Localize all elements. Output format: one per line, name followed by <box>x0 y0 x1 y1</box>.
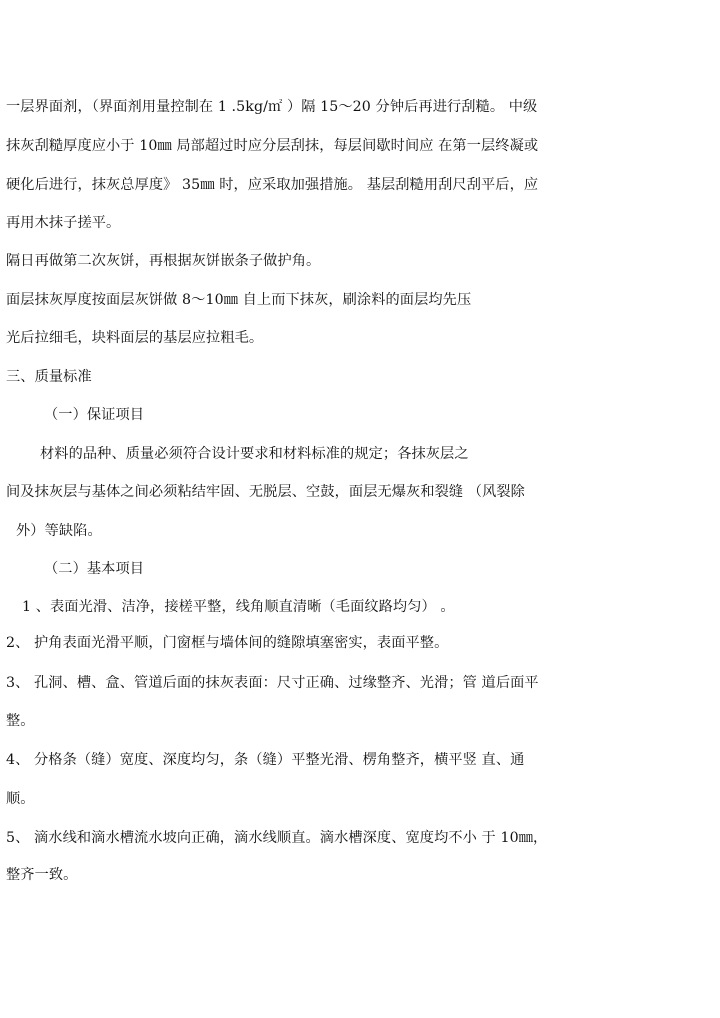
list-item-continuation: 整齐一致。 <box>6 867 78 883</box>
paragraph-line: 光后拉细毛，块料面层的基层应拉粗毛。 <box>6 330 264 346</box>
list-item: 5、 滴水线和滴水槽流水坡向正确，滴水线顺直。滴水槽深度、宽度均不小 于 10㎜， <box>6 830 548 846</box>
paragraph-line: 一层界面剂，（界面剂用量控制在 1 .5kg/㎡ ）隔 15～20 分钟后再进行刮糙。 中级 <box>6 99 538 115</box>
paragraph-line: 再用木抹子搓平。 <box>6 215 121 231</box>
subsection-heading: （一）保证项目 <box>44 407 145 423</box>
list-item: 4、 分格条（缝）宽度、深度均匀，条（缝）平整光滑、楞角整齐，横平竖 直、通 <box>6 752 525 768</box>
paragraph-line: 硬化后进行，抹灰总厚度》 35㎜ 时，应采取加强措施。 基层刮糙用刮尺刮平后，应 <box>6 177 539 193</box>
section-heading: 三、质量标准 <box>6 369 92 385</box>
list-item-continuation: 整。 <box>6 713 35 729</box>
subsection-heading: （二）基本项目 <box>44 561 145 577</box>
paragraph-line: 隔日再做第二次灰饼，再根据灰饼嵌条子做护角。 <box>6 253 321 269</box>
list-item: 1 、表面光滑、洁净，接槎平整，线角顺直清晰（毛面纹路均匀） 。 <box>22 599 455 615</box>
list-item: 3、 孔洞、槽、盒、管道后面的抹灰表面：尺寸正确、过缘整齐、光滑；管 道后面平 <box>6 675 539 691</box>
paragraph-line: 材料的品种、质量必须符合设计要求和材料标准的规定；各抹灰层之 <box>40 446 469 462</box>
list-item: 2、 护角表面光滑平顺，门窗框与墙体间的缝隙填塞密实，表面平整。 <box>6 635 449 651</box>
list-item-continuation: 顺。 <box>6 791 35 807</box>
paragraph-line: 面层抹灰厚度按面层灰饼做 8～10㎜ 自上而下抹灰，刷涂料的面层均先压 <box>6 292 472 308</box>
paragraph-line: 间及抹灰层与基体之间必须粘结牢固、无脱层、空鼓，面层无爆灰和裂缝 （风裂除 <box>6 484 525 500</box>
paragraph-line: 外）等缺陷。 <box>16 523 102 539</box>
paragraph-line: 抹灰刮糙厚度应小于 10㎜ 局部超过时应分层刮抹，每层间歇时间应 在第一层终凝或 <box>6 138 539 154</box>
